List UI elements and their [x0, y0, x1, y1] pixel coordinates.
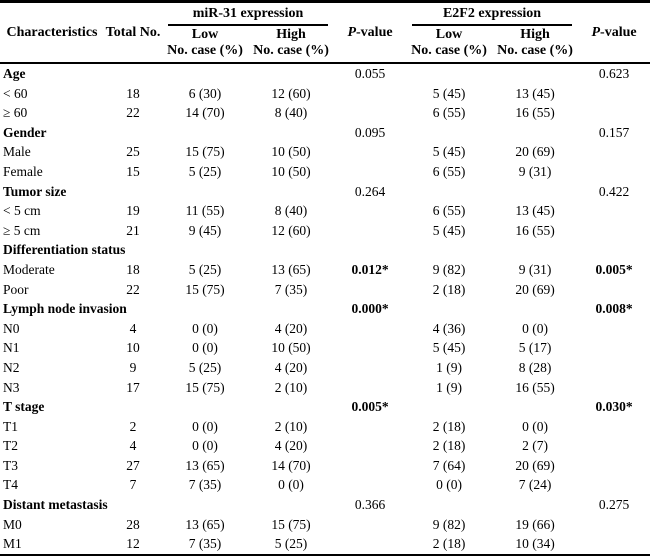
row-label-cell: T3 — [3, 457, 18, 473]
p-value-e2f2-cell — [578, 338, 650, 358]
mir31-low-cell: 15 (75) — [185, 281, 225, 297]
mir31-low-cell — [162, 299, 248, 319]
e2f2-expression-group-header — [406, 2, 578, 27]
mir31-low-subheader — [162, 26, 248, 63]
mir31-high-cell: 10 (50) — [271, 144, 311, 160]
p-rest: -value — [356, 24, 393, 40]
total-cell: 21 — [126, 222, 140, 238]
characteristics-header: Characteristics — [6, 24, 98, 40]
total-cell: 22 — [126, 281, 140, 297]
row-label-cell: T2 — [3, 438, 18, 454]
mir31-low-cell: 15 (75) — [185, 379, 225, 395]
mir31-high-cell: 15 (75) — [271, 516, 311, 532]
mir31-low-cell — [162, 123, 248, 143]
total-cell: 17 — [126, 379, 140, 395]
mir31-low-cell — [162, 397, 248, 417]
e2f2-low-cell: 2 (18) — [432, 418, 466, 434]
mir31-low-cell: 5 (25) — [188, 163, 222, 179]
high-label: High — [276, 27, 306, 42]
category-row — [0, 182, 650, 202]
e2f2-low-cell — [406, 495, 492, 515]
e2f2-low-cell — [406, 63, 492, 84]
e2f2-low-cell: 2 (18) — [432, 281, 466, 297]
table-body — [0, 63, 650, 555]
p-value-mir31-cell: 0.366 — [354, 497, 386, 513]
row-label-cell: T1 — [3, 418, 18, 434]
mir31-high-cell — [248, 299, 334, 319]
e2f2-high-cell: 0 (0) — [522, 320, 548, 336]
e2f2-high-cell: 9 (31) — [518, 261, 552, 277]
total-cell: 4 — [129, 320, 137, 336]
mir31-low-cell: 6 (30) — [188, 85, 222, 101]
mir31-low-cell: 11 (55) — [185, 203, 225, 219]
row-label-cell: ≥ 60 — [3, 105, 28, 121]
mir31-group-label: miR-31 expression — [168, 5, 328, 26]
e2f2-low-cell: 4 (36) — [432, 320, 466, 336]
mir31-low-cell: 0 (0) — [192, 340, 218, 356]
mir31-high-cell: 12 (60) — [271, 85, 311, 101]
mir31-high-cell: 10 (50) — [271, 340, 311, 356]
table-row — [0, 103, 650, 123]
e2f2-low-cell: 0 (0) — [436, 477, 462, 493]
p-value-e2f2-cell — [578, 378, 650, 398]
total-cell: 7 — [129, 477, 137, 493]
p-value-mir31-cell: 0.095 — [354, 124, 386, 140]
mir31-high-cell: 8 (40) — [274, 105, 308, 121]
p-value-e2f2-cell — [578, 436, 650, 456]
total-cell: 2 — [129, 418, 137, 434]
mir31-high-cell: 10 (50) — [271, 163, 311, 179]
p-value-e2f2-cell: 0.005* — [595, 261, 633, 277]
e2f2-low-cell: 5 (45) — [432, 222, 466, 238]
p-value-mir31-cell: 0.005* — [351, 399, 389, 415]
row-label-cell: M0 — [3, 516, 22, 532]
e2f2-low-cell: 2 (18) — [432, 438, 466, 454]
p-value-e2f2-cell — [578, 240, 650, 260]
row-label-cell: Moderate — [3, 261, 55, 277]
e2f2-low-cell: 9 (82) — [432, 516, 466, 532]
p-value-e2f2-cell — [578, 358, 650, 378]
e2f2-high-cell — [492, 495, 578, 515]
no-case-label: No. case (%) — [497, 43, 573, 58]
e2f2-high-cell: 20 (69) — [515, 281, 555, 297]
e2f2-high-cell — [492, 299, 578, 319]
e2f2-high-cell: 16 (55) — [515, 105, 555, 121]
mir31-high-cell — [248, 123, 334, 143]
p-value-mir31-cell — [334, 358, 406, 378]
p-value-e2f2-cell — [578, 84, 650, 104]
e2f2-low-cell — [406, 182, 492, 202]
p-rest: -value — [600, 24, 637, 40]
table-row — [0, 260, 650, 280]
p-value-mir31-cell — [334, 201, 406, 221]
row-label-cell: Lymph node invasion — [3, 301, 127, 317]
mir31-low-cell: 7 (35) — [188, 477, 222, 493]
table-row — [0, 319, 650, 339]
e2f2-high-cell: 2 (7) — [522, 438, 548, 454]
e2f2-high-cell: 13 (45) — [515, 203, 555, 219]
p-value-e2f2-cell — [578, 162, 650, 182]
p-value-e2f2-cell — [578, 515, 650, 535]
p-value-e2f2-cell — [578, 417, 650, 437]
p-italic: P — [591, 24, 601, 40]
total-cell: 15 — [126, 163, 140, 179]
p-value-mir31-cell — [334, 84, 406, 104]
row-label-cell: N1 — [3, 340, 20, 356]
e2f2-high-cell: 20 (69) — [515, 457, 555, 473]
e2f2-low-cell: 9 (82) — [432, 261, 466, 277]
mir31-high-cell: 4 (20) — [274, 320, 308, 336]
mir31-high-cell — [248, 397, 334, 417]
row-label-cell: ≥ 5 cm — [3, 222, 41, 238]
table-row — [0, 280, 650, 300]
p-value-mir31-cell — [334, 436, 406, 456]
total-no-header: Total No. — [105, 24, 161, 40]
row-label-cell: N3 — [3, 379, 20, 395]
total-cell — [104, 182, 162, 202]
category-row — [0, 240, 650, 260]
p-value-mir31-cell — [334, 475, 406, 495]
row-label-cell: Differentiation status — [3, 242, 126, 258]
p-value-e2f2-cell: 0.157 — [598, 124, 630, 140]
mir31-high-cell: 0 (0) — [278, 477, 304, 493]
p-value-mir31-cell — [334, 378, 406, 398]
e2f2-high-cell: 5 (17) — [518, 340, 552, 356]
e2f2-group-label: E2F2 expression — [412, 5, 572, 26]
e2f2-low-cell — [406, 397, 492, 417]
total-cell: 18 — [126, 261, 140, 277]
e2f2-low-cell — [406, 123, 492, 143]
p-italic: P — [347, 24, 357, 40]
e2f2-high-cell: 13 (45) — [515, 85, 555, 101]
p-value-e2f2-cell: 0.422 — [598, 183, 630, 199]
total-cell — [104, 63, 162, 84]
e2f2-high-cell: 16 (55) — [515, 222, 555, 238]
e2f2-low-subheader — [406, 26, 492, 63]
row-label-cell: Tumor size — [3, 183, 67, 199]
row-label-cell: < 5 cm — [3, 203, 41, 219]
e2f2-high-cell: 8 (28) — [518, 359, 552, 375]
total-cell: 9 — [129, 359, 137, 375]
table-row — [0, 162, 650, 182]
mir31-low-cell: 14 (70) — [185, 105, 225, 121]
p-value-mir31-cell — [334, 515, 406, 535]
row-label-cell: Poor — [3, 281, 29, 297]
total-cell: 12 — [126, 536, 140, 552]
e2f2-high-cell: 9 (31) — [518, 163, 552, 179]
e2f2-high-subheader — [492, 26, 578, 63]
table-row — [0, 436, 650, 456]
e2f2-high-cell — [492, 123, 578, 143]
row-label-cell: Age — [3, 66, 26, 81]
low-label: Low — [191, 27, 219, 42]
header-row-groups — [0, 2, 650, 27]
e2f2-high-cell: 16 (55) — [515, 379, 555, 395]
mir31-expression-group-header — [162, 2, 334, 27]
p-value-mir31-cell — [334, 417, 406, 437]
mir31-low-cell — [162, 240, 248, 260]
total-cell — [104, 123, 162, 143]
e2f2-low-cell: 5 (45) — [432, 85, 466, 101]
e2f2-low-cell: 6 (55) — [432, 163, 466, 179]
mir31-high-cell: 2 (10) — [274, 379, 308, 395]
e2f2-low-cell: 5 (45) — [432, 144, 466, 160]
row-label-cell: T stage — [3, 399, 45, 415]
no-case-label: No. case (%) — [253, 43, 329, 58]
row-label-cell: M1 — [3, 536, 22, 552]
mir31-low-cell — [162, 182, 248, 202]
p-value-e2f2-cell — [578, 475, 650, 495]
mir31-high-subheader — [248, 26, 334, 63]
mir31-low-cell: 9 (45) — [188, 222, 222, 238]
category-row — [0, 495, 650, 515]
row-label-cell: T4 — [3, 477, 18, 493]
p-value-mir31-cell — [334, 240, 406, 260]
row-label-cell: < 60 — [3, 85, 28, 101]
p-value-e2f2-cell — [578, 201, 650, 221]
e2f2-high-cell: 19 (66) — [515, 516, 555, 532]
mir31-low-cell: 7 (35) — [188, 536, 222, 552]
mir31-high-cell: 13 (65) — [271, 261, 311, 277]
mir31-high-cell — [248, 63, 334, 84]
e2f2-high-cell — [492, 182, 578, 202]
total-cell: 10 — [126, 340, 140, 356]
mir31-high-cell: 5 (25) — [274, 536, 308, 552]
p-value-e2f2-cell: 0.623 — [598, 66, 630, 81]
p-value-e2f2-cell — [578, 280, 650, 300]
table-row — [0, 338, 650, 358]
row-label-cell: Female — [3, 163, 43, 179]
p-value-e2f2-cell — [578, 221, 650, 241]
e2f2-high-cell: 10 (34) — [515, 536, 555, 552]
p-value-mir31-cell — [334, 221, 406, 241]
mir31-low-cell: 13 (65) — [185, 516, 225, 532]
mir31-low-cell: 13 (65) — [185, 457, 225, 473]
row-label-cell: Distant metastasis — [3, 497, 108, 513]
p-value-mir31-cell: 0.055 — [354, 66, 386, 81]
p-value-mir31-cell — [334, 456, 406, 476]
total-cell: 22 — [126, 105, 140, 121]
total-cell: 25 — [126, 144, 140, 160]
e2f2-high-cell: 0 (0) — [522, 418, 548, 434]
p-value-mir31-cell — [334, 338, 406, 358]
table-header — [0, 2, 650, 64]
row-label-cell: Gender — [3, 124, 47, 140]
p-value-header-mir31 — [334, 2, 406, 64]
mir31-high-cell: 2 (10) — [274, 418, 308, 434]
e2f2-high-cell — [492, 397, 578, 417]
table-row — [0, 456, 650, 476]
total-cell: 19 — [126, 203, 140, 219]
e2f2-high-cell: 7 (24) — [518, 477, 552, 493]
total-cell — [104, 397, 162, 417]
table-row — [0, 378, 650, 398]
p-value-e2f2-cell: 0.008* — [595, 301, 633, 317]
mir31-low-cell: 15 (75) — [185, 144, 225, 160]
total-cell: 27 — [126, 457, 140, 473]
mir31-low-cell: 0 (0) — [192, 320, 218, 336]
mir31-high-cell — [248, 240, 334, 260]
mir31-high-cell — [248, 495, 334, 515]
e2f2-low-cell — [406, 299, 492, 319]
table-row — [0, 201, 650, 221]
total-cell — [104, 495, 162, 515]
p-value-mir31-cell — [334, 319, 406, 339]
mir31-low-cell: 0 (0) — [192, 438, 218, 454]
mir31-high-cell: 4 (20) — [274, 359, 308, 375]
p-value-e2f2-cell — [578, 319, 650, 339]
total-cell: 18 — [126, 85, 140, 101]
mir31-low-cell: 5 (25) — [188, 359, 222, 375]
table-row — [0, 417, 650, 437]
e2f2-low-cell: 7 (64) — [432, 457, 466, 473]
p-value-mir31-cell — [334, 162, 406, 182]
mir31-low-cell — [162, 495, 248, 515]
e2f2-high-cell — [492, 240, 578, 260]
e2f2-low-cell: 5 (45) — [432, 340, 466, 356]
p-value-header-e2f2 — [578, 2, 650, 64]
mir31-high-cell: 12 (60) — [271, 222, 311, 238]
p-value-e2f2-cell — [578, 142, 650, 162]
mir31-low-cell: 0 (0) — [192, 418, 218, 434]
row-label-cell: Male — [3, 144, 31, 160]
high-label: High — [520, 27, 550, 42]
total-cell: 28 — [126, 516, 140, 532]
mir31-high-cell: 4 (20) — [274, 438, 308, 454]
p-value-e2f2-cell — [578, 103, 650, 123]
p-value-mir31-cell: 0.000* — [351, 301, 389, 317]
e2f2-high-cell — [492, 63, 578, 84]
category-row — [0, 63, 650, 84]
row-label-cell: N0 — [3, 320, 20, 336]
p-value-mir31-cell — [334, 142, 406, 162]
e2f2-low-cell: 2 (18) — [432, 536, 466, 552]
e2f2-low-cell: 6 (55) — [432, 203, 466, 219]
e2f2-low-cell: 1 (9) — [436, 379, 462, 395]
low-label: Low — [435, 27, 463, 42]
table-row — [0, 221, 650, 241]
table-row — [0, 475, 650, 495]
row-label-cell: N2 — [3, 359, 20, 375]
table-row — [0, 84, 650, 104]
no-case-label: No. case (%) — [167, 43, 243, 58]
e2f2-high-cell: 20 (69) — [515, 144, 555, 160]
p-value-e2f2-cell — [578, 456, 650, 476]
p-value-mir31-cell — [334, 280, 406, 300]
mir31-high-cell: 14 (70) — [271, 457, 311, 473]
mir31-high-cell: 7 (35) — [274, 281, 308, 297]
table-row — [0, 142, 650, 162]
category-row — [0, 397, 650, 417]
mir31-low-cell: 5 (25) — [188, 261, 222, 277]
no-case-label: No. case (%) — [411, 43, 487, 58]
e2f2-low-cell: 1 (9) — [436, 359, 462, 375]
p-value-e2f2-cell: 0.030* — [595, 399, 633, 415]
p-value-mir31-cell — [334, 103, 406, 123]
e2f2-low-cell — [406, 240, 492, 260]
mir31-high-cell — [248, 182, 334, 202]
mir31-low-cell — [162, 63, 248, 84]
total-cell: 4 — [129, 438, 137, 454]
table-row — [0, 358, 650, 378]
category-row — [0, 123, 650, 143]
mir31-high-cell: 8 (40) — [274, 203, 308, 219]
table-row — [0, 515, 650, 535]
p-value-mir31-cell: 0.012* — [351, 261, 389, 277]
category-row — [0, 299, 650, 319]
e2f2-low-cell: 6 (55) — [432, 105, 466, 121]
p-value-mir31-cell: 0.264 — [354, 183, 386, 199]
p-value-e2f2-cell: 0.275 — [598, 497, 630, 513]
